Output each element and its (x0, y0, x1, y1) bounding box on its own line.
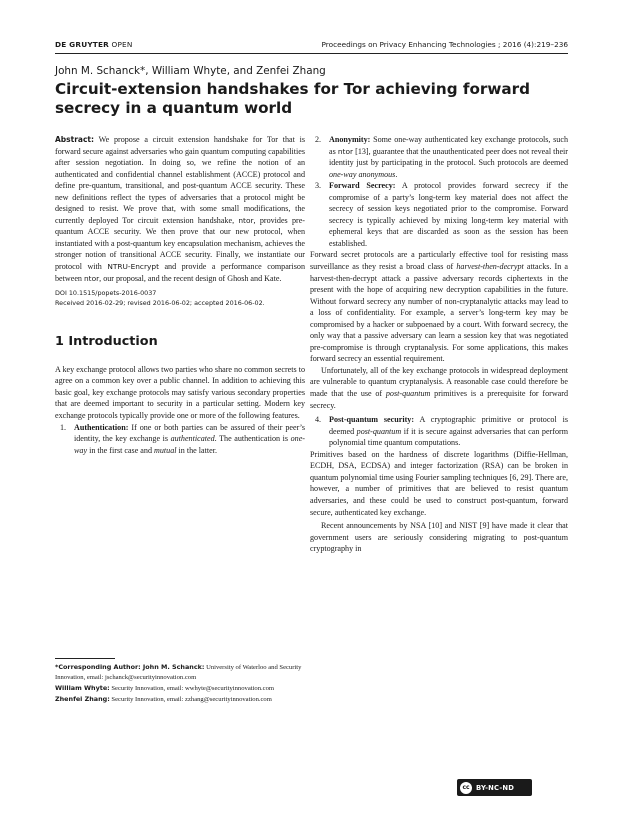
footnotes (55, 662, 305, 705)
doi: DOI 10.1515/popets-2016-0037 (55, 289, 157, 298)
feature-item-anonymity: 2. Anonymity: Some one-way authenticated key exchange protocols, such as ntor [13], guarantee that the unauthenticated peer does not reveal their identity just by participating in the protocol. Such protocols are deemed one-way anonymous. (315, 135, 569, 179)
publisher: DE GRUYTER OPEN (55, 40, 133, 49)
left-column (55, 134, 305, 456)
license-badge[interactable] (457, 779, 532, 796)
received-dates: Received 2016-02-29; revised 2016-06-02; accepted 2016-06-02. (55, 298, 265, 307)
article-metadata (55, 289, 305, 308)
feature-item-post-quantum: 4. Post-quantum security: A cryptographic primitive or protocol is deemed post-quantum if it is secure against adversaries that can perform polynomial time quantum computations. (315, 415, 568, 448)
feature-list-post-quantum (310, 414, 568, 449)
primitives-paragraph: Primitives based on the hardness of discrete logarithms (Diffie-Hellman, ECDH, DSA, ECDSA) and integer factorization (RSA) can be broken in quantum polynomial time using Fourier sampling techniques [6, 29]. There are, however, a number of primitives that are believed to resist quantum adversaries, and these could be used to construct post-quantum, forward secure, authenticated key exchange. (310, 449, 568, 517)
forward-secrecy-paragraph: Forward secret protocols are a particularly effective tool for resisting mass surveillance as they resist a broad class of harvest-then-decrypt attacks. In a harvest-then-decrypt attack a passive adversary records ciphertexts in the present with the hope of acquiring new decryption capabilities in the future. Without forward secrecy any number of non-cryptanalytic attacks may lead to a loss of confidentiality. For example, a server’s long-term key may be compromised by a hacker or subpoenaed by a court. With forward secrecy, the only way that a passive adversary can learn a session key that was negotiated pre-compromise is through cryptanalysis. For some applications, this makes forward secrecy an essential requirement. (310, 250, 569, 364)
abstract-label: Abstract: (55, 135, 95, 144)
paper-title: Circuit-extension handshakes for Tor achieving forward secrecy in a quantum world (55, 80, 531, 117)
footnote-whyte: William Whyte: Security Innovation, email: wwhyte@securityinnovation.com (55, 684, 275, 692)
running-header (55, 40, 568, 54)
author-list: John M. Schanck*, William Whyte, and Zenfei Zhang (55, 65, 326, 77)
footnote-zhang: Zhenfei Zhang: Security Innovation, email: zzhang@securityinnovation.com (55, 695, 272, 703)
footnote-corresponding: *Corresponding Author: John M. Schanck: University of Waterloo and Security Innovation, email: jschanck@securityinnovation.com (55, 663, 302, 681)
quantum-vulnerability-paragraph: Unfortunately, all of the key exchange protocols in widespread deployment are vulnerable to quantum cryptanalysis. A reasonable case could therefore be made that the use of post-quantum primitives is a prerequisite for forward secrecy. (310, 365, 569, 410)
license-label: BY-NC-ND (476, 783, 515, 792)
cc-icon: cc (460, 782, 472, 794)
intro-paragraph: A key exchange protocol allows two parties who share no common secrets to agree on a common key over a public channel. In addition to achieving this basic goal, key exchange protocols may satisfy various secondary properties that are deemed important to security in a particular setting. Modern key exchange protocols typically provide one or more of the following features. (55, 364, 305, 421)
announcements-paragraph: Recent announcements by NSA [10] and NIST [9] have made it clear that government users are seriously considering migrating to post-quantum cryptography in (310, 521, 568, 554)
footnote-rule (55, 658, 115, 659)
feature-list (55, 422, 305, 457)
header-rule (55, 53, 568, 54)
journal-citation: Proceedings on Privacy Enhancing Technologies ; 2016 (4):219–236 (321, 40, 568, 49)
abstract: Abstract: We propose a circuit extension handshake for Tor that is forward secure against adversaries who gain quantum computing capabilities after session negotiation. In doing so, we refine the notion of an authenticated and confidential channel establishment (ACCE) protocol and define pre-quantum, transitional, and post-quantum ACCE security. These new definitions reflect the types of adversaries that a protocol might be designed to resist. We prove that, with some small modifications, the currently deployed Tor circuit extension handshake, ntor, provides pre-quantum ACCE security. We then prove that our new protocol, when instantiated with a post-quantum key encapsulation mechanism, achieves the stronger notion of transitional ACCE security. Finally, we instantiate our protocol with NTRU-Encrypt and provide a performance comparison between ntor, our proposal, and the recent design of Ghosh and Kate. (55, 135, 306, 283)
feature-list-continued (310, 134, 568, 249)
feature-item-forward-secrecy: 3. Forward Secrecy: A protocol provides forward secrecy if the compromise of a party’s long-term key material does not affect the secrecy of session keys negotiated prior to the compromise. Forward secrecy is typically achieved by mixing long-term key material with ephemeral keys that are discarded as soon as the session has been established. (315, 181, 568, 248)
section-heading-introduction: 1 Introduction (55, 334, 158, 350)
right-column (310, 134, 568, 555)
feature-item-authentication: 1. Authentication: If one or both parties can be assured of their peer’s identity, the key exchange is authenticated. The authentication is one-way in the first case and mutual in the latter. (60, 422, 305, 455)
